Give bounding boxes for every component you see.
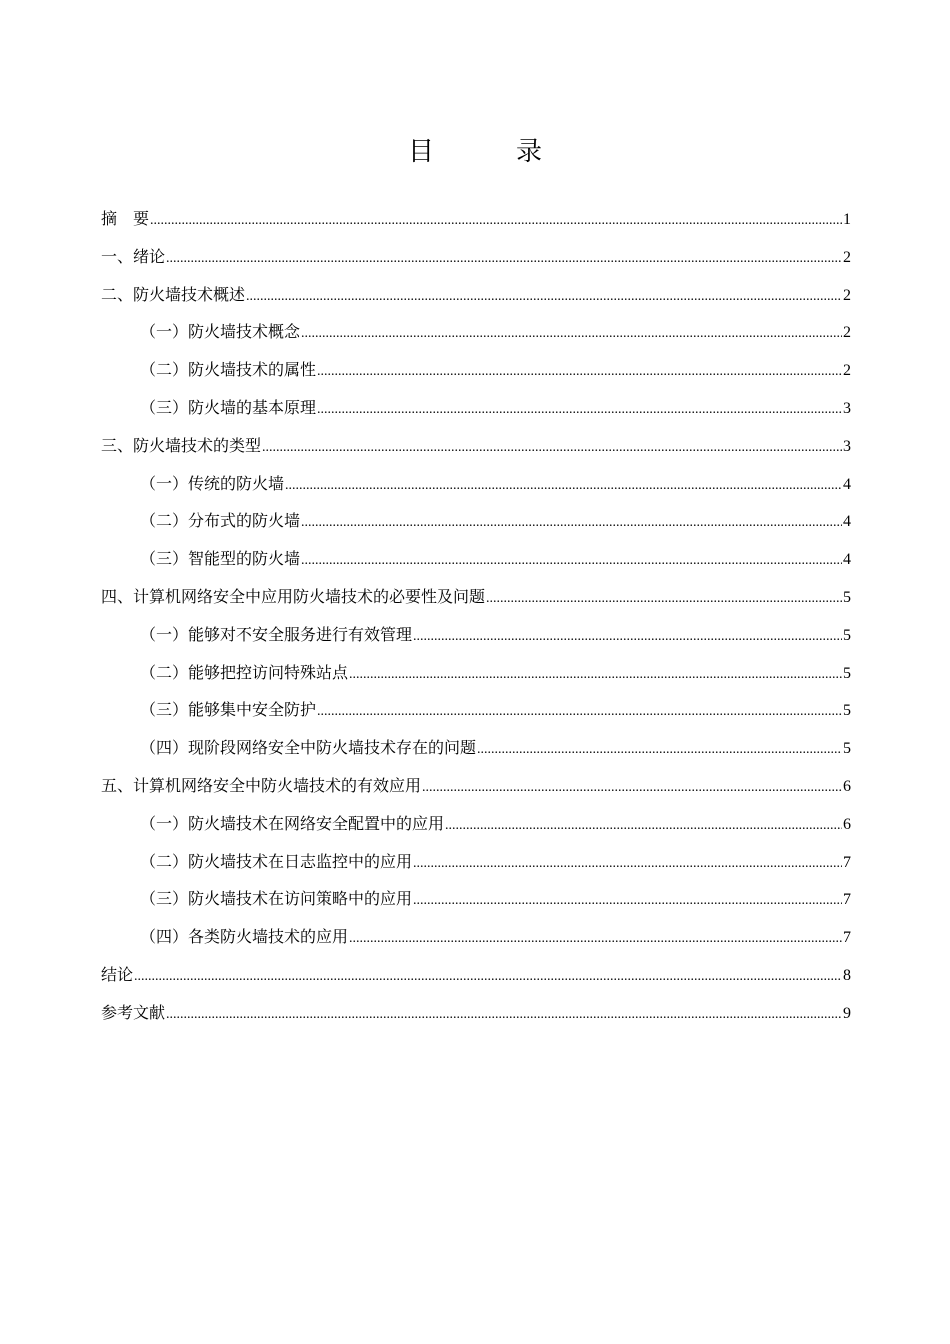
- toc-entry[interactable]: [101, 502, 851, 540]
- toc-entry[interactable]: [101, 200, 851, 238]
- toc-entry[interactable]: [101, 918, 851, 956]
- toc-entry-text: 参考文献: [101, 1002, 166, 1022]
- toc-entry-page-number: 3: [843, 399, 851, 417]
- toc-entry[interactable]: [101, 313, 851, 351]
- toc-entry-page-number: 2: [843, 362, 851, 380]
- toc-entry[interactable]: [101, 389, 851, 427]
- toc-entry-text: （一）传统的防火墙: [140, 473, 285, 493]
- toc-dot-leader: [246, 278, 842, 316]
- toc-entry[interactable]: [101, 238, 851, 276]
- toc-entry-page-number: 5: [843, 702, 851, 720]
- toc-dot-leader: [262, 429, 842, 467]
- toc-entry-page-number: 2: [843, 248, 851, 266]
- toc-entry-page-number: 9: [843, 1004, 851, 1022]
- toc-entry-page-number: 4: [843, 551, 851, 569]
- toc-entry-text: 摘 要: [101, 209, 150, 228]
- toc-dot-leader: [422, 769, 842, 807]
- toc-entry-page-number: 6: [843, 777, 851, 795]
- toc-entry-text: （三）防火墙的基本原理: [140, 397, 317, 417]
- toc-entry[interactable]: [101, 276, 851, 314]
- toc-entry-text: 五、计算机网络安全中防火墙技术的有效应用: [101, 775, 422, 795]
- toc-entry-page-number: 3: [843, 437, 851, 455]
- toc-entry-page-number: 7: [843, 891, 851, 909]
- toc-entry-text: 一、绪论: [101, 246, 166, 266]
- toc-entry-page-number: 5: [843, 626, 851, 644]
- toc-entry-page-number: 4: [843, 475, 851, 493]
- toc-entry[interactable]: [101, 465, 851, 503]
- toc-entry-text: （三）智能型的防火墙: [140, 549, 301, 569]
- toc-title: 目 录: [407, 137, 570, 167]
- toc-entry-text: （一）防火墙技术概念: [140, 322, 301, 342]
- toc-entry[interactable]: [101, 691, 851, 729]
- toc-entry-text: 二、防火墙技术概述: [101, 284, 246, 304]
- toc-dot-leader: [301, 315, 842, 353]
- toc-dot-leader: [413, 882, 842, 920]
- toc-entry[interactable]: [101, 767, 851, 805]
- toc-dot-leader: [349, 920, 842, 958]
- toc-entry-page-number: 6: [843, 815, 851, 833]
- toc-entry[interactable]: [101, 616, 851, 654]
- toc-entry-page-number: 8: [843, 966, 851, 984]
- toc-entry-text: （四）现阶段网络安全中防火墙技术存在的问题: [140, 738, 477, 758]
- toc-entry[interactable]: [101, 880, 851, 918]
- toc-entry[interactable]: [101, 729, 851, 767]
- toc-dot-leader: [317, 353, 842, 391]
- toc-entry-page-number: 5: [843, 664, 851, 682]
- toc-entry-page-number: 2: [843, 324, 851, 342]
- toc-entry-text: （三）防火墙技术在访问策略中的应用: [140, 889, 413, 909]
- toc-dot-leader: [445, 807, 842, 845]
- toc-dot-leader: [413, 618, 842, 656]
- toc-entry-text: （二）分布式的防火墙: [140, 511, 301, 531]
- toc-dot-leader: [477, 731, 842, 769]
- toc-dot-leader: [134, 958, 842, 996]
- toc-entry-text: 结论: [101, 964, 134, 984]
- toc-dot-leader: [413, 845, 842, 883]
- toc-entry[interactable]: [101, 994, 851, 1032]
- toc-dot-leader: [301, 542, 842, 580]
- toc-dot-leader: [285, 467, 842, 505]
- toc-entry-text: 四、计算机网络安全中应用防火墙技术的必要性及问题: [101, 586, 486, 606]
- toc-entry-page-number: 7: [843, 853, 851, 871]
- toc-entry-text: 三、防火墙技术的类型: [101, 435, 262, 455]
- toc-dot-leader: [486, 580, 842, 618]
- toc-entry[interactable]: [101, 540, 851, 578]
- toc-entry[interactable]: [101, 578, 851, 616]
- toc-dot-leader: [166, 996, 842, 1034]
- toc-entry-text: （一）能够对不安全服务进行有效管理: [140, 624, 413, 644]
- toc-entry[interactable]: [101, 654, 851, 692]
- toc-entry-page-number: 7: [843, 929, 851, 947]
- toc-entry-page-number: 5: [843, 740, 851, 758]
- toc-entry-page-number: 4: [843, 513, 851, 531]
- toc-entry-text: （四）各类防火墙技术的应用: [140, 927, 349, 947]
- toc-entry[interactable]: [101, 805, 851, 843]
- toc-entry-page-number: 5: [843, 588, 851, 606]
- toc-dot-leader: [349, 656, 842, 694]
- toc-entry-text: （二）防火墙技术的属性: [140, 360, 317, 380]
- toc-entry-text: （一）防火墙技术在网络安全配置中的应用: [140, 813, 445, 833]
- toc-dot-leader: [317, 693, 842, 731]
- toc-entry-page-number: 2: [843, 286, 851, 304]
- toc-dot-leader: [166, 240, 842, 278]
- toc-entry-text: （二）能够把控访问特殊站点: [140, 662, 349, 682]
- toc-entry[interactable]: [101, 427, 851, 465]
- toc-entry[interactable]: [101, 956, 851, 994]
- toc-dot-leader: [301, 504, 842, 542]
- toc-list: [101, 200, 851, 1032]
- toc-entry[interactable]: [101, 351, 851, 389]
- toc-entry-page-number: 1: [843, 211, 851, 228]
- toc-dot-leader: [150, 202, 842, 240]
- toc-entry-text: （三）能够集中安全防护: [140, 700, 317, 720]
- toc-entry-text: （二）防火墙技术在日志监控中的应用: [140, 851, 413, 871]
- toc-dot-leader: [317, 391, 842, 429]
- toc-entry[interactable]: [101, 843, 851, 881]
